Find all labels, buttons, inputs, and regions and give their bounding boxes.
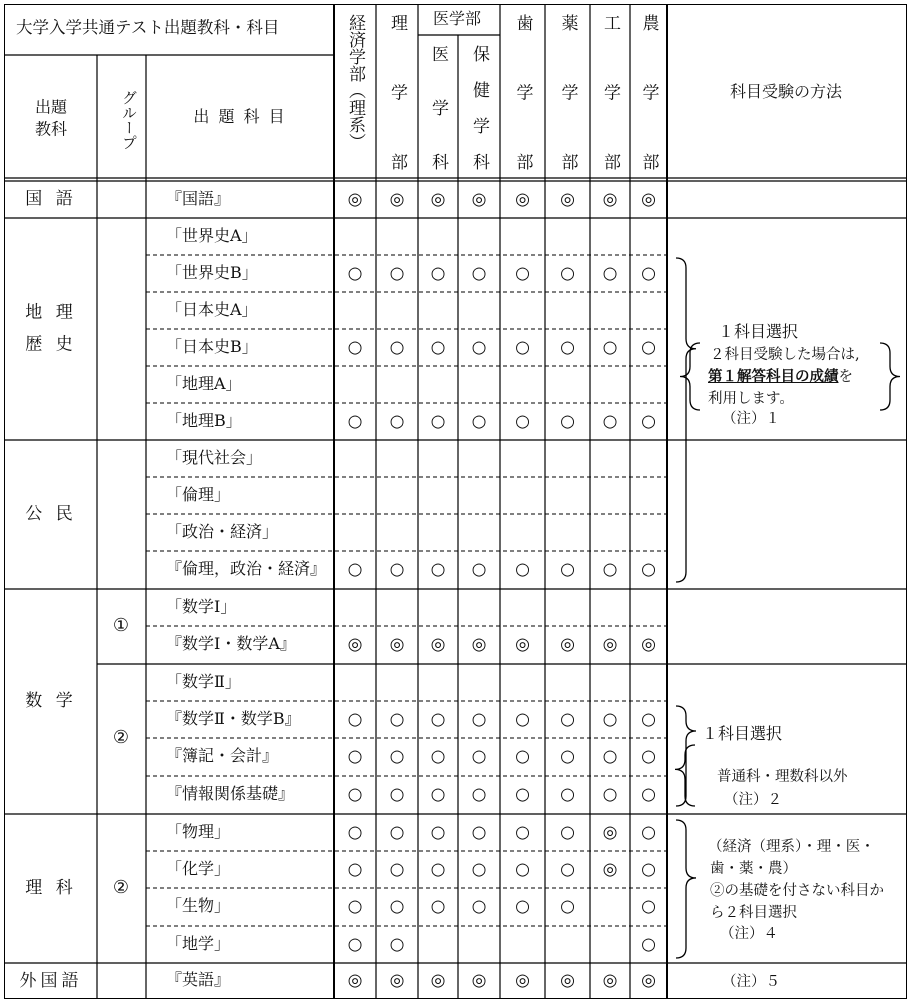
requirement-mark: ◎: [560, 634, 575, 655]
requirement-mark: ◎: [471, 634, 487, 655]
requirement-mark: ◎: [641, 189, 656, 209]
paren-chireki-right: [880, 343, 900, 410]
requirement-mark: ○: [602, 709, 618, 729]
subject-row-label: 『国語』: [166, 188, 231, 208]
header-igakubu: 医学部: [432, 9, 482, 28]
requirement-mark: ○: [389, 822, 405, 842]
note-rika-1: （経済（理系）・理・医・: [708, 839, 875, 855]
requirement-mark: ○: [471, 559, 487, 580]
requirement-mark: ○: [602, 559, 618, 580]
subject-row-label: 「数学Ⅰ」: [166, 596, 237, 616]
requirement-mark: ○: [430, 784, 446, 805]
subject-row-label: 「物理」: [166, 821, 231, 841]
requirement-mark: ○: [430, 746, 446, 767]
subject-row-label: 「世界史B」: [166, 262, 258, 282]
brace-chireki-koumin: [676, 258, 696, 582]
requirement-mark: ○: [602, 263, 618, 283]
group-s1: ①: [112, 615, 130, 636]
requirement-mark: ○: [641, 709, 656, 729]
note-chireki-3b: を: [838, 369, 853, 385]
subject-row-label: 「化学」: [166, 858, 231, 878]
subject-row-label: 『簿記・会計』: [166, 746, 279, 765]
subject-row-label: 「地理A」: [166, 373, 242, 393]
requirement-mark: ○: [515, 411, 530, 431]
requirement-mark: ○: [602, 746, 618, 767]
requirement-mark: ○: [347, 896, 363, 917]
requirement-mark: ○: [515, 822, 530, 842]
requirement-mark: ○: [471, 746, 487, 767]
requirement-mark: ◎: [602, 822, 618, 842]
requirement-mark: ○: [389, 784, 405, 805]
requirement-mark: ○: [430, 709, 446, 729]
requirement-mark: ◎: [389, 970, 405, 991]
table-title: 大学入学共通テスト出題教科・科目: [16, 18, 280, 37]
subject-row-label: 『英語』: [166, 970, 231, 989]
requirement-mark: ○: [389, 263, 405, 283]
requirement-mark: ○: [471, 411, 487, 431]
requirement-mark: ○: [602, 337, 618, 357]
paren-suugaku: [675, 745, 695, 806]
faculty-nou-header: 農学部: [638, 14, 659, 170]
requirement-mark: ○: [515, 746, 530, 767]
requirement-mark: ○: [641, 746, 656, 767]
note-chireki-2: ２科目受験した場合は,: [710, 347, 860, 363]
requirement-mark: ◎: [389, 189, 405, 209]
note-rika-5: （注）４: [720, 926, 778, 942]
note-suugaku-1: １科目選択: [702, 724, 783, 743]
header-subject: 出 題 科 目: [193, 107, 287, 126]
requirement-mark: ○: [560, 746, 575, 767]
requirement-mark: ○: [641, 784, 656, 805]
requirement-mark: ○: [389, 709, 405, 729]
note-chireki-3: [708, 368, 853, 386]
requirement-mark: ○: [430, 559, 446, 580]
requirement-mark: ○: [430, 896, 446, 917]
requirement-mark: ○: [430, 859, 446, 879]
note-suugaku-2: 普通科・理数科以外: [717, 769, 848, 785]
header-kyouka: 出題 教科: [34, 97, 68, 138]
requirement-mark: ○: [560, 822, 575, 842]
faculty-shi-header: 歯学部: [512, 14, 533, 170]
requirement-mark: ◎: [430, 634, 446, 655]
group-r2: ②: [112, 877, 130, 898]
requirement-mark: ◎: [471, 970, 487, 991]
requirement-mark: ○: [515, 559, 530, 580]
requirement-mark: ○: [347, 411, 363, 431]
subject-row-label: 『数学Ⅱ・数学B』: [166, 708, 301, 728]
subject-row-label: 「地理B」: [166, 410, 242, 430]
requirement-mark: ○: [347, 559, 363, 580]
note-chireki-emphasis: 第１解答科目の成績: [708, 369, 839, 385]
requirement-mark: ○: [471, 859, 487, 879]
requirement-mark: ○: [347, 784, 363, 805]
requirement-mark: ○: [389, 559, 405, 580]
requirement-mark: ○: [347, 859, 363, 879]
header-method: 科目受験の方法: [729, 82, 843, 101]
requirement-mark: ◎: [602, 970, 618, 991]
note-chireki-1: １科目選択: [718, 322, 799, 341]
subject-row-label: 『情報関係基礎』: [166, 784, 295, 803]
subject-row-label: 「現代社会」: [166, 447, 263, 467]
requirement-mark: ○: [641, 337, 656, 357]
brace-suugaku: [676, 706, 696, 806]
requirement-mark: ○: [641, 934, 656, 954]
paren-chireki-left: [680, 343, 700, 410]
requirement-mark: ○: [560, 263, 575, 283]
subject-row-label: 「日本史A」: [166, 299, 258, 319]
header-group: グループ: [120, 90, 138, 150]
requirement-mark: ○: [641, 822, 656, 842]
requirement-mark: ○: [515, 337, 530, 357]
requirement-mark: ◎: [515, 970, 530, 991]
requirement-mark: ○: [471, 784, 487, 805]
requirement-mark: ○: [347, 934, 363, 954]
kyouka-chireki: 地 理 歴 史: [25, 302, 77, 355]
requirement-mark: ○: [641, 411, 656, 431]
requirement-mark: ○: [430, 822, 446, 842]
note-rika-3: ②の基礎を付さない科目か: [710, 883, 884, 899]
requirement-mark: ◎: [347, 189, 363, 209]
requirement-mark: ◎: [602, 189, 618, 209]
requirement-mark: ○: [515, 263, 530, 283]
subject-row-label: 『数学Ⅰ・数学A』: [166, 634, 296, 653]
requirement-mark: ◎: [430, 970, 446, 991]
requirement-mark: ○: [560, 411, 575, 431]
note-chireki-4: 利用します。: [708, 391, 794, 407]
requirement-mark: ○: [430, 263, 446, 283]
kyouka-kokugo: 国 語: [25, 188, 77, 209]
requirement-mark: ◎: [641, 634, 656, 655]
requirement-mark: ◎: [515, 189, 530, 209]
requirement-mark: ○: [471, 896, 487, 917]
subject-row-label: 『倫理，政治・経済』: [166, 559, 327, 578]
requirement-mark: ○: [515, 859, 530, 879]
subject-row-label: 「政治・経済」: [166, 521, 279, 541]
subject-row-label: 「数学Ⅱ」: [166, 671, 241, 691]
note-chireki-5: （注）１: [722, 411, 780, 427]
requirement-mark: ○: [641, 896, 656, 917]
subject-row-label: 「生物」: [166, 896, 231, 915]
group-s2: ②: [112, 727, 130, 748]
requirement-mark: ○: [515, 709, 530, 729]
kyouka-rika: 理 科: [25, 877, 77, 898]
requirement-mark: ○: [560, 896, 575, 917]
faculty-ri-header: 理学部: [387, 14, 407, 170]
requirement-mark: ◎: [602, 634, 618, 655]
faculty-i-header: 医学科: [428, 45, 448, 170]
faculty-yaku-header: 薬学部: [557, 14, 578, 170]
note-rika-2: 歯・薬・農）: [710, 861, 797, 877]
requirement-mark: ○: [602, 411, 618, 431]
requirement-mark: ○: [471, 709, 487, 729]
requirement-mark: ◎: [430, 189, 446, 209]
requirement-mark: ○: [560, 559, 575, 580]
requirement-mark: ◎: [602, 859, 618, 879]
requirement-mark: ○: [347, 263, 363, 283]
requirement-mark: ○: [641, 559, 656, 580]
requirement-mark: ○: [471, 263, 487, 283]
requirement-mark: ○: [641, 859, 656, 879]
requirement-mark: ◎: [641, 970, 656, 991]
requirement-mark: ○: [471, 337, 487, 357]
faculty-keizai-header: 経済学部（理系）: [345, 14, 365, 150]
requirement-mark: ◎: [515, 634, 530, 655]
requirement-mark: ○: [515, 896, 530, 917]
requirement-mark: ○: [389, 859, 405, 879]
requirement-mark: ◎: [560, 189, 575, 209]
requirement-mark: ◎: [471, 189, 487, 209]
requirement-mark: ○: [389, 934, 405, 954]
subject-row-label: 「日本史B」: [166, 336, 258, 356]
requirement-mark: ○: [515, 784, 530, 805]
requirement-mark: ○: [347, 709, 363, 729]
requirement-mark: ○: [389, 746, 405, 767]
subject-row-label: 「世界史A」: [166, 225, 258, 245]
requirement-mark: ◎: [560, 970, 575, 991]
requirement-mark: ○: [347, 337, 363, 357]
kyouka-koumin: 公 民: [25, 503, 77, 524]
requirement-mark: ○: [602, 784, 618, 805]
requirement-mark: ○: [641, 263, 656, 283]
requirement-mark: ◎: [389, 634, 405, 655]
note-gaikokugo: （注）５: [722, 974, 780, 990]
requirement-mark: ○: [389, 896, 405, 917]
note-suugaku-3: （注）２: [724, 792, 782, 808]
requirement-mark: ○: [347, 746, 363, 767]
requirement-mark: ○: [560, 709, 575, 729]
requirement-mark: ○: [471, 822, 487, 842]
requirement-mark: ◎: [347, 634, 363, 655]
requirement-mark: ◎: [347, 970, 363, 991]
subject-row-label: 「倫理」: [166, 484, 231, 504]
requirement-mark: ○: [389, 337, 405, 357]
requirement-mark: ○: [430, 411, 446, 431]
requirement-mark: ○: [430, 337, 446, 357]
subject-row-label: 「地学」: [166, 933, 231, 953]
kyouka-suugaku: 数 学: [25, 690, 77, 711]
faculty-kou-header: 工学部: [600, 14, 620, 170]
brace-rika: [676, 820, 696, 958]
requirement-mark: ○: [347, 822, 363, 842]
requirement-mark: ○: [560, 859, 575, 879]
faculty-hoken-header: 保健学科: [469, 45, 489, 170]
requirement-mark: ○: [560, 337, 575, 357]
requirement-mark: ○: [560, 784, 575, 805]
kyouka-gaikokugo: 外国語: [19, 970, 83, 991]
note-rika-4: ら２科目選択: [710, 905, 797, 921]
requirement-mark: ○: [389, 411, 405, 431]
